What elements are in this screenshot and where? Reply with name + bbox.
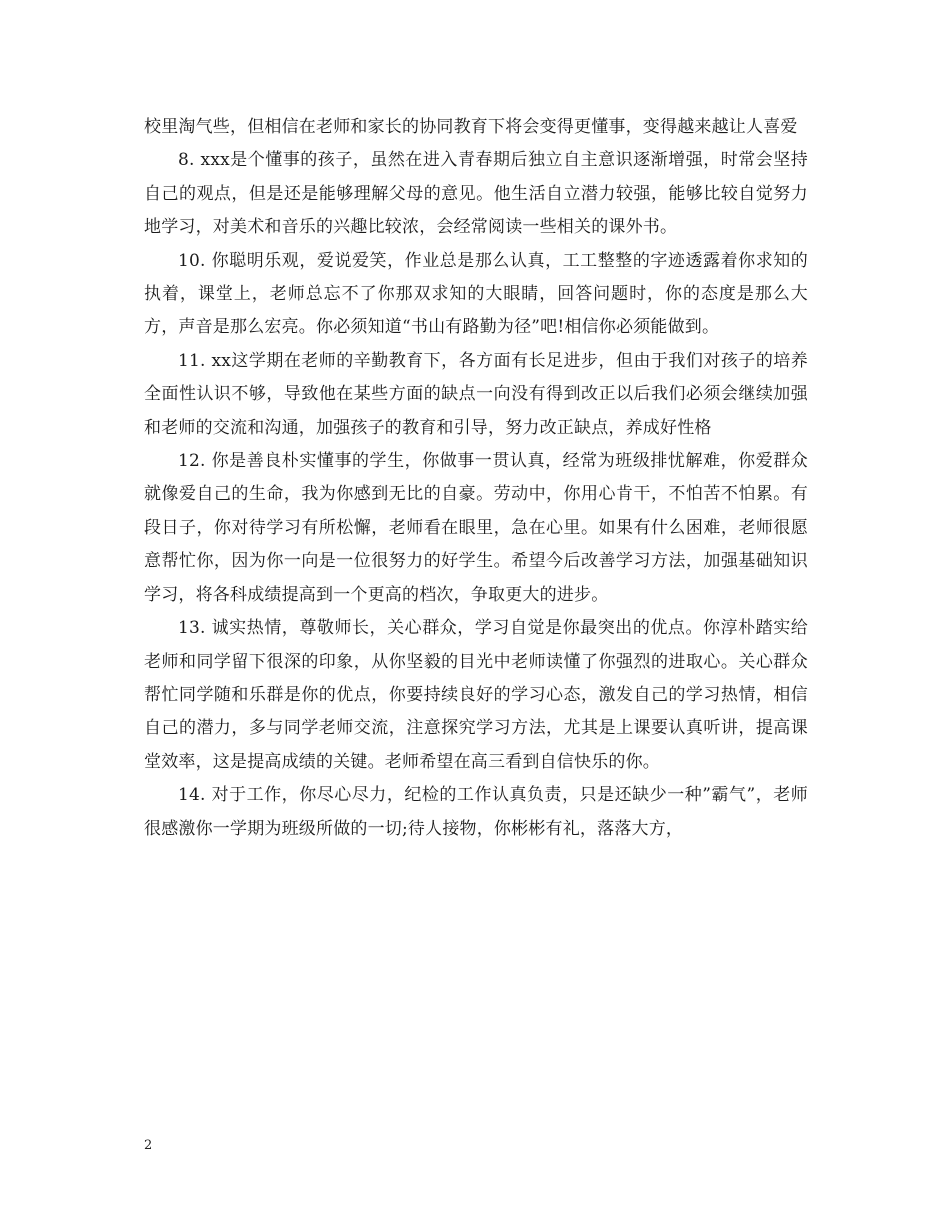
paragraph-2: 8. xxx是个懂事的孩子，虽然在进入青春期后独立自主意识逐渐增强，时常会坚持自己的观点，但是还是能够理解父母的意见。他生活自立潜力较强，能够比较自觉努力地学习，对美术和音乐的兴趣比较浓，会经常阅读一些相关的课外书。 [144, 150, 808, 238]
page-number: 2 [144, 1138, 153, 1153]
paragraph-3: 10. 你聪明乐观，爱说爱笑，作业总是那么认真，工工整整的字迹透露着你求知的执着，课堂上，老师总忘不了你那双求知的大眼睛，回答问题时，你的态度是那么大方，声音是那么宏亮。你必须知道“书山有路勤为径”吧!相信你必须能做到。 [144, 250, 808, 338]
paragraph-4: 11. xx这学期在老师的辛勤教育下，各方面有长足进步，但由于我们对孩子的培养全面性认识不够，导致他在某些方面的缺点一向没有得到改正以后我们必须会继续加强和老师的交流和沟通，加强孩子的教育和引导，努力改正缺点，养成好性格 [144, 350, 808, 438]
paragraph-5: 12. 你是善良朴实懂事的学生，你做事一贯认真，经常为班级排忧解难，你爱群众就像爱自己的生命，我为你感到无比的自豪。劳动中，你用心肯干，不怕苦不怕累。有段日子，你对待学习有所松懈，老师看在眼里，急在心里。如果有什么困难，老师很愿意帮忙你，因为你一向是一位很努力的好学生。希望今后改善学习方法，加强基础知识学习，将各科成绩提高到一个更高的档次，争取更大的进步。 [144, 451, 808, 605]
paragraph-1: 校里淘气些，但相信在老师和家长的协同教育下将会变得更懂事，变得越来越让人喜爱 [144, 117, 798, 137]
paragraph-6: 13. 诚实热情，尊敬师长，关心群众，学习自觉是你最突出的优点。你淳朴踏实给老师和同学留下很深的印象，从你坚毅的目光中老师读懂了你强烈的进取心。关心群众帮忙同学随和乐群是你的优点，你要持续良好的学习心态，激发自己的学习热情，相信自己的潜力，多与同学老师交流，注意探究学习方法，尤其是上课要认真听讲，提高课堂效率，这是提高成绩的关键。老师希望在高三看到自信快乐的你。 [144, 618, 808, 772]
paragraph-7: 14. 对于工作，你尽心尽力，纪检的工作认真负责，只是还缺少一种”霸气”，老师很感激你一学期为班级所做的一切;待人接物，你彬彬有礼，落落大方， [144, 785, 808, 839]
document-body [144, 111, 808, 846]
